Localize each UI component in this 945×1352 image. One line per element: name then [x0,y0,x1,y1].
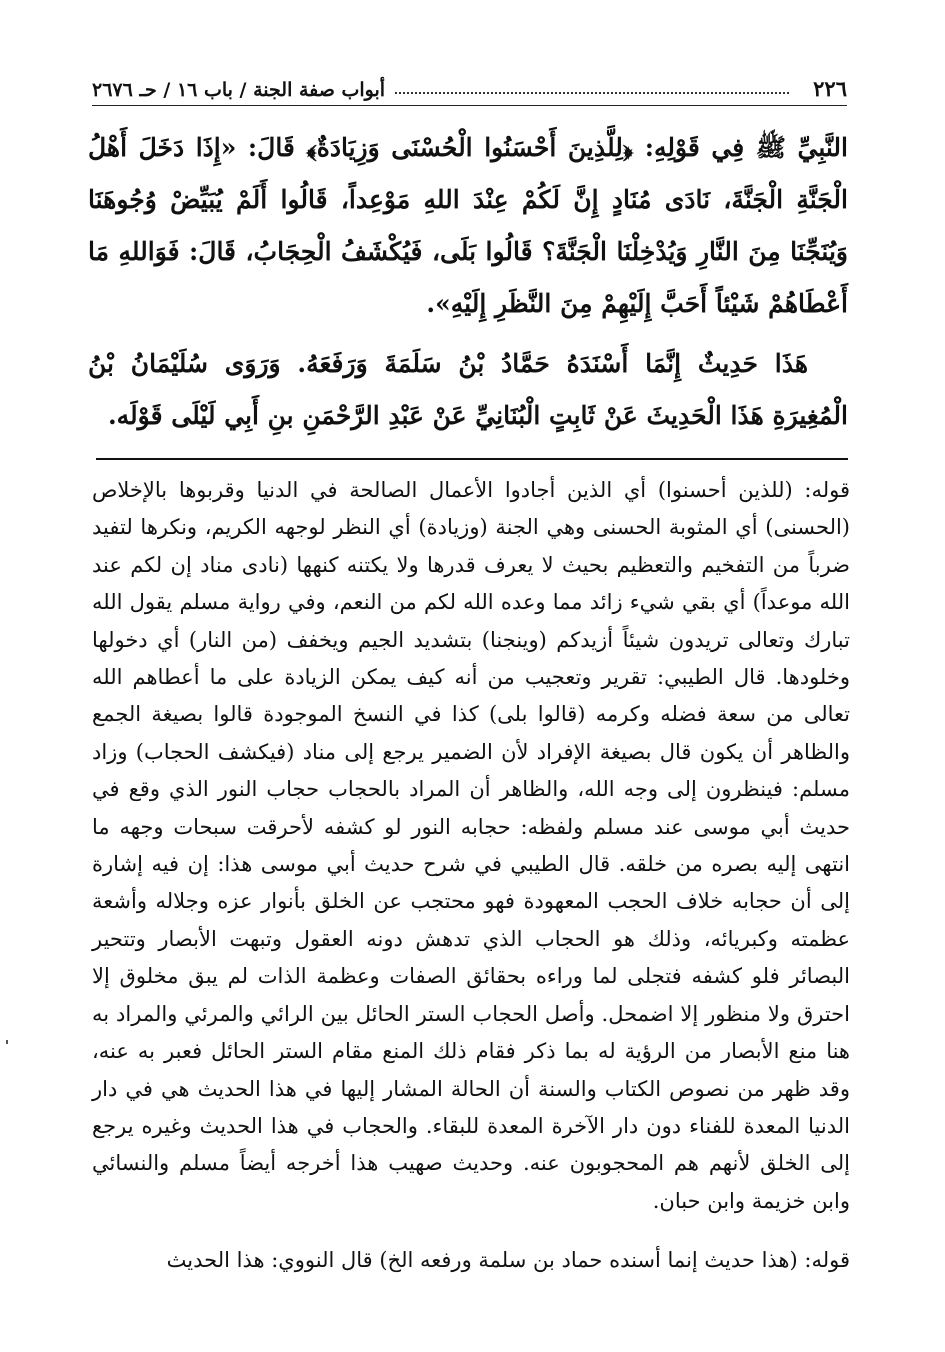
running-header [92,72,847,106]
page-number: ٢٢٦ [813,76,847,101]
scan-speck [6,1040,8,1044]
hadith-text [88,122,848,442]
dotted-leader [395,91,789,94]
commentary-paragraph: قوله: (للذين أحسنوا) أي الذين أجادوا الأعمال الصالحة في الدنيا وقربوها بالإخلاص (الحسنى) أي المثوبة الحسنى وهي الجنة (وزيادة) أي النظر لوجهه الكريم، ونكرها لتفيد ضرباً من التفخيم والتعظيم بحيث لا يعرف قدرها ولا يكتنه كنهها (نادى مناد إن لكم عند الله موعداً) أي بقي شيء زائد مما وعده الله لكم من النعم، وفي رواية مسلم يقول الله تبارك وتعالى تريدون شيئاً أزيدكم (وينجنا) بتشديد الجيم ويخفف (من النار) أي دخولها وخلودها. قال الطيبي: تقرير وتعجيب من أنه كيف يمكن الزيادة على ما أعطاهم الله تعالى من سعة فضله وكرمه (قالوا بلى) كذا في النسخ الموجودة قالوا بصيغة الجمع والظاهر أن يكون قال بصيغة الإفراد لأن الضمير يرجع إلى مناد (فيكشف الحجاب) وزاد مسلم: فينظرون إلى وجه الله، والظاهر أن المراد بالحجاب حجاب النور الذي وقع في حديث أبي موسى عند مسلم ولفظه: حجابه النور لو كشفه لأحرقت سبحات وجهه ما انتهى إليه بصره من خلقه. قال الطيبي في شرح حديث أبي موسى هذا: إن فيه إشارة إلى أن حجابه خلاف الحجب المعهودة فهو محتجب عن الخلق بأنوار عزه وجلاله وأشعة عظمته وكبريائه، وذلك هو الحجاب الذي تدهش دونه العقول وتبهت الأبصار وتتحير البصائر فلو كشفه فتجلى لما وراءه بحقائق الصفات وعظمة الذات لم يبق مخلوق إلا احترق ولا منظور إلا اضمحل. وأصل الحجاب الستر الحائل بين الرائي والمرئي والمراد به هنا منع الأبصار من الرؤية له بما ذكر فقام ذلك المنع مقام الستر الحائل فعبر به عنه، وقد ظهر من نصوص الكتاب والسنة أن الحالة المشار إليها في هذا الحديث هي في دار الدنيا المعدة للفناء دون دار الآخرة المعدة للبقاء. والحجاب في هذا الحديث وغيره يرجع إلى الخلق لأنهم هم المحجوبون عنه. وحديث صهيب هذا أخرجه أيضاً مسلم والنسائي وابن خزيمة وابن حبان. [92,478,850,1213]
hadith-paragraph: هَذَا حَدِيثٌ إِنَّمَا أَسْنَدَهُ حَمَّادُ بْنُ سَلَمَةَ وَرَفَعَهُ. وَرَوَى سُلَيْمَانُ بْنُ الْمُغِيرَةِ هَذَا الْحَدِيثَ عَنْ ثَابِتٍ الْبُنَانِيِّ عَنْ عَبْدِ الرَّحْمَنِ بنِ أَبِي لَيْلَى قَوْلَه. [88,349,848,430]
chapter-title: أبواب صفة الجنة / باب ١٦ / حـ ٢٦٧٦ [92,79,386,101]
commentary-paragraph: قوله: (هذا حديث إنما أسنده حماد بن سلمة ورفعه الخ) قال النووي: هذا الحديث [166,1248,850,1273]
section-divider [96,458,848,460]
hadith-paragraph: النَّبِيِّ ﷺ فِي قَوْلِهِ: ﴿لِلَّذِينَ أَحْسَنُوا الْحُسْنَى وَزِيَادَةٌ﴾ قَالَ: «إِذَا دَخَلَ أَهْلُ الْجَنَّةِ الْجَنَّةَ، نَادَى مُنَادٍ إِنَّ لَكُمْ عِنْدَ اللهِ مَوْعِداً، قَالُوا أَلَمْ يُبَيِّضْ وُجُوهَنَا وَيُنَجِّنَا مِنَ النَّارِ وَيُدْخِلْنَا الْجَنَّةَ؟ قَالُوا بَلَى، فَيُكْشَفُ الْحِجَابُ، قَالَ: فَوَاللهِ مَا أَعْطَاهُمْ شَيْئاً أَحَبَّ إِلَيْهِمْ مِنَ النَّظَرِ إِلَيْهِ». [88,133,848,318]
commentary-text [92,472,850,1280]
